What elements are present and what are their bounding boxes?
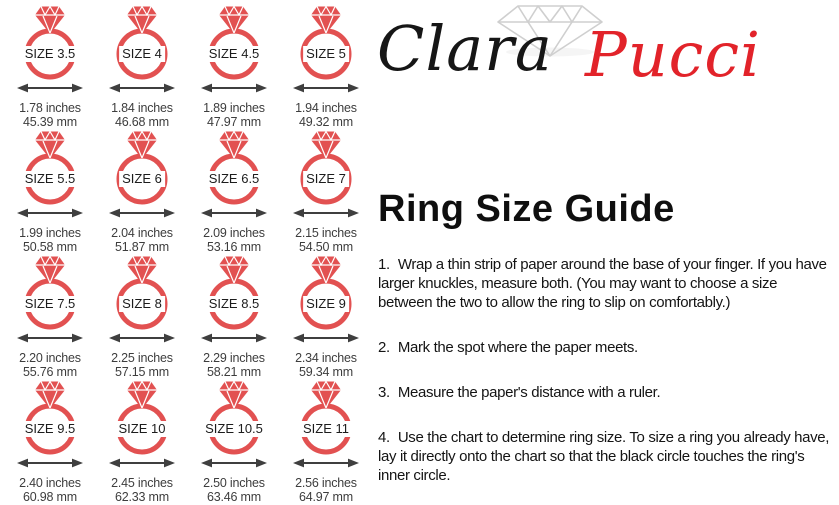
mm-value: 46.68 mm [115, 114, 169, 129]
ring-measurements [111, 477, 173, 504]
ring-size-label: SIZE 7 [303, 171, 349, 187]
inches-value: 2.15 inches [295, 226, 357, 240]
ring-measurements [295, 102, 357, 129]
inches-value: 2.04 inches [111, 226, 173, 240]
ring-with-diamond-icon [194, 5, 274, 85]
mm-value: 53.16 mm [207, 239, 261, 254]
mm-value: 55.76 mm [23, 364, 77, 379]
ring-figure [10, 255, 90, 335]
ring-size-label: SIZE 6 [119, 171, 165, 187]
ring-figure [194, 5, 274, 85]
ring-size-label: SIZE 11 [300, 421, 352, 437]
brand-name-pucci: Pucci [585, 18, 761, 91]
ring-measurements [295, 477, 357, 504]
ring-size-label: SIZE 8 [119, 296, 165, 312]
mm-value: 59.34 mm [299, 364, 353, 379]
ring-size-cell [96, 130, 188, 255]
ring-with-diamond-icon [102, 380, 182, 460]
ring-size-label: SIZE 6.5 [206, 171, 263, 187]
ring-size-label: SIZE 4 [119, 46, 165, 62]
ring-figure [194, 255, 274, 335]
ring-size-cell [96, 380, 188, 505]
ring-measurements [295, 227, 357, 254]
ring-measurements [295, 352, 357, 379]
ring-measurements [111, 102, 173, 129]
ring-with-diamond-icon [102, 130, 182, 210]
ring-measurements [203, 352, 265, 379]
ring-with-diamond-icon [286, 380, 366, 460]
ring-measurements [203, 477, 265, 504]
ring-with-diamond-icon [194, 255, 274, 335]
mm-value: 45.39 mm [23, 114, 77, 129]
ring-size-cell [188, 380, 280, 505]
ring-size-label: SIZE 3.5 [22, 46, 79, 62]
ring-figure [10, 380, 90, 460]
ring-measurements [19, 227, 81, 254]
ring-size-cell [4, 255, 96, 380]
inches-value: 1.94 inches [295, 101, 357, 115]
mm-value: 60.98 mm [23, 489, 77, 504]
mm-value: 50.58 mm [23, 239, 77, 254]
guide-panel [377, 0, 837, 501]
inches-value: 2.29 inches [203, 351, 265, 365]
inches-value: 2.25 inches [111, 351, 173, 365]
brand-name-clara: Clara [377, 12, 553, 85]
ring-size-cell [188, 5, 280, 130]
step-number: 4. [378, 429, 390, 446]
ring-with-diamond-icon [194, 380, 274, 460]
mm-value: 62.33 mm [115, 489, 169, 504]
inches-value: 2.20 inches [19, 351, 81, 365]
ring-size-cell [280, 380, 372, 505]
instruction-step [378, 338, 834, 357]
mm-value: 57.15 mm [115, 364, 169, 379]
ring-measurements [19, 352, 81, 379]
mm-value: 49.32 mm [299, 114, 353, 129]
mm-value: 51.87 mm [115, 239, 169, 254]
ring-size-label: SIZE 7.5 [22, 296, 79, 312]
step-number: 3. [378, 384, 390, 401]
ring-size-cell [4, 380, 96, 505]
ring-with-diamond-icon [286, 5, 366, 85]
ring-figure [194, 380, 274, 460]
inches-value: 2.09 inches [203, 226, 265, 240]
instruction-step [378, 428, 834, 485]
ring-with-diamond-icon [286, 130, 366, 210]
ring-size-label: SIZE 10 [116, 421, 169, 437]
inches-value: 2.50 inches [203, 476, 265, 490]
ring-size-cell [280, 5, 372, 130]
guide-title: Ring Size Guide [378, 188, 675, 230]
ring-size-label: SIZE 9.5 [22, 421, 79, 437]
ring-figure [102, 130, 182, 210]
ring-figure [194, 130, 274, 210]
step-text: Measure the paper's distance with a ruler. [397, 384, 661, 401]
ring-figure [102, 255, 182, 335]
ring-with-diamond-icon [286, 255, 366, 335]
ring-size-cell [188, 255, 280, 380]
ring-size-cell [96, 5, 188, 130]
ring-measurements [19, 102, 81, 129]
step-text: Wrap a thin strip of paper around the base of your finger. If you have larger knuckles, measure both. (You may want to choose a size between the two to allow the ring to slip on comfortably.) [378, 256, 827, 311]
inches-value: 1.89 inches [203, 101, 265, 115]
ring-size-label: SIZE 4.5 [206, 46, 263, 62]
ring-figure [10, 5, 90, 85]
ring-measurements [111, 227, 173, 254]
mm-value: 47.97 mm [207, 114, 261, 129]
ring-measurements [111, 352, 173, 379]
mm-value: 58.21 mm [207, 364, 261, 379]
ring-with-diamond-icon [102, 5, 182, 85]
ring-with-diamond-icon [10, 255, 90, 335]
ring-size-chart [4, 5, 372, 505]
ring-size-cell [280, 130, 372, 255]
brand-logo [377, 0, 837, 115]
instruction-step [378, 255, 834, 312]
ring-size-cell [188, 130, 280, 255]
ring-figure [286, 380, 366, 460]
mm-value: 64.97 mm [299, 489, 353, 504]
ring-size-label: SIZE 5 [303, 46, 349, 62]
ring-figure [286, 130, 366, 210]
ring-with-diamond-icon [10, 5, 90, 85]
ring-figure [10, 130, 90, 210]
ring-figure [102, 380, 182, 460]
ring-figure [102, 5, 182, 85]
inches-value: 1.84 inches [111, 101, 173, 115]
ring-measurements [19, 477, 81, 504]
step-text: Mark the spot where the paper meets. [397, 339, 638, 356]
step-number: 1. [378, 256, 390, 273]
ring-size-label: SIZE 10.5 [202, 421, 266, 437]
instruction-step [378, 383, 834, 402]
inches-value: 2.45 inches [111, 476, 173, 490]
ring-figure [286, 255, 366, 335]
ring-size-cell [280, 255, 372, 380]
ring-with-diamond-icon [10, 380, 90, 460]
inches-value: 2.40 inches [19, 476, 81, 490]
mm-value: 54.50 mm [299, 239, 353, 254]
ring-with-diamond-icon [102, 255, 182, 335]
instruction-list [378, 255, 834, 485]
step-text: Use the chart to determine ring size. To size a ring you already have, lay it directly onto the chart so that the black circle touches the ring's inner circle. [378, 429, 830, 484]
ring-size-cell [96, 255, 188, 380]
ring-size-cell [4, 5, 96, 130]
step-number: 2. [378, 339, 390, 356]
ring-measurements [203, 227, 265, 254]
ring-size-cell [4, 130, 96, 255]
inches-value: 1.99 inches [19, 226, 81, 240]
ring-figure [286, 5, 366, 85]
inches-value: 2.34 inches [295, 351, 357, 365]
inches-value: 1.78 inches [19, 101, 81, 115]
ring-with-diamond-icon [194, 130, 274, 210]
mm-value: 63.46 mm [207, 489, 261, 504]
ring-measurements [203, 102, 265, 129]
ring-size-label: SIZE 8.5 [206, 296, 263, 312]
ring-size-label: SIZE 5.5 [22, 171, 79, 187]
ring-with-diamond-icon [10, 130, 90, 210]
inches-value: 2.56 inches [295, 476, 357, 490]
ring-size-label: SIZE 9 [303, 296, 349, 312]
